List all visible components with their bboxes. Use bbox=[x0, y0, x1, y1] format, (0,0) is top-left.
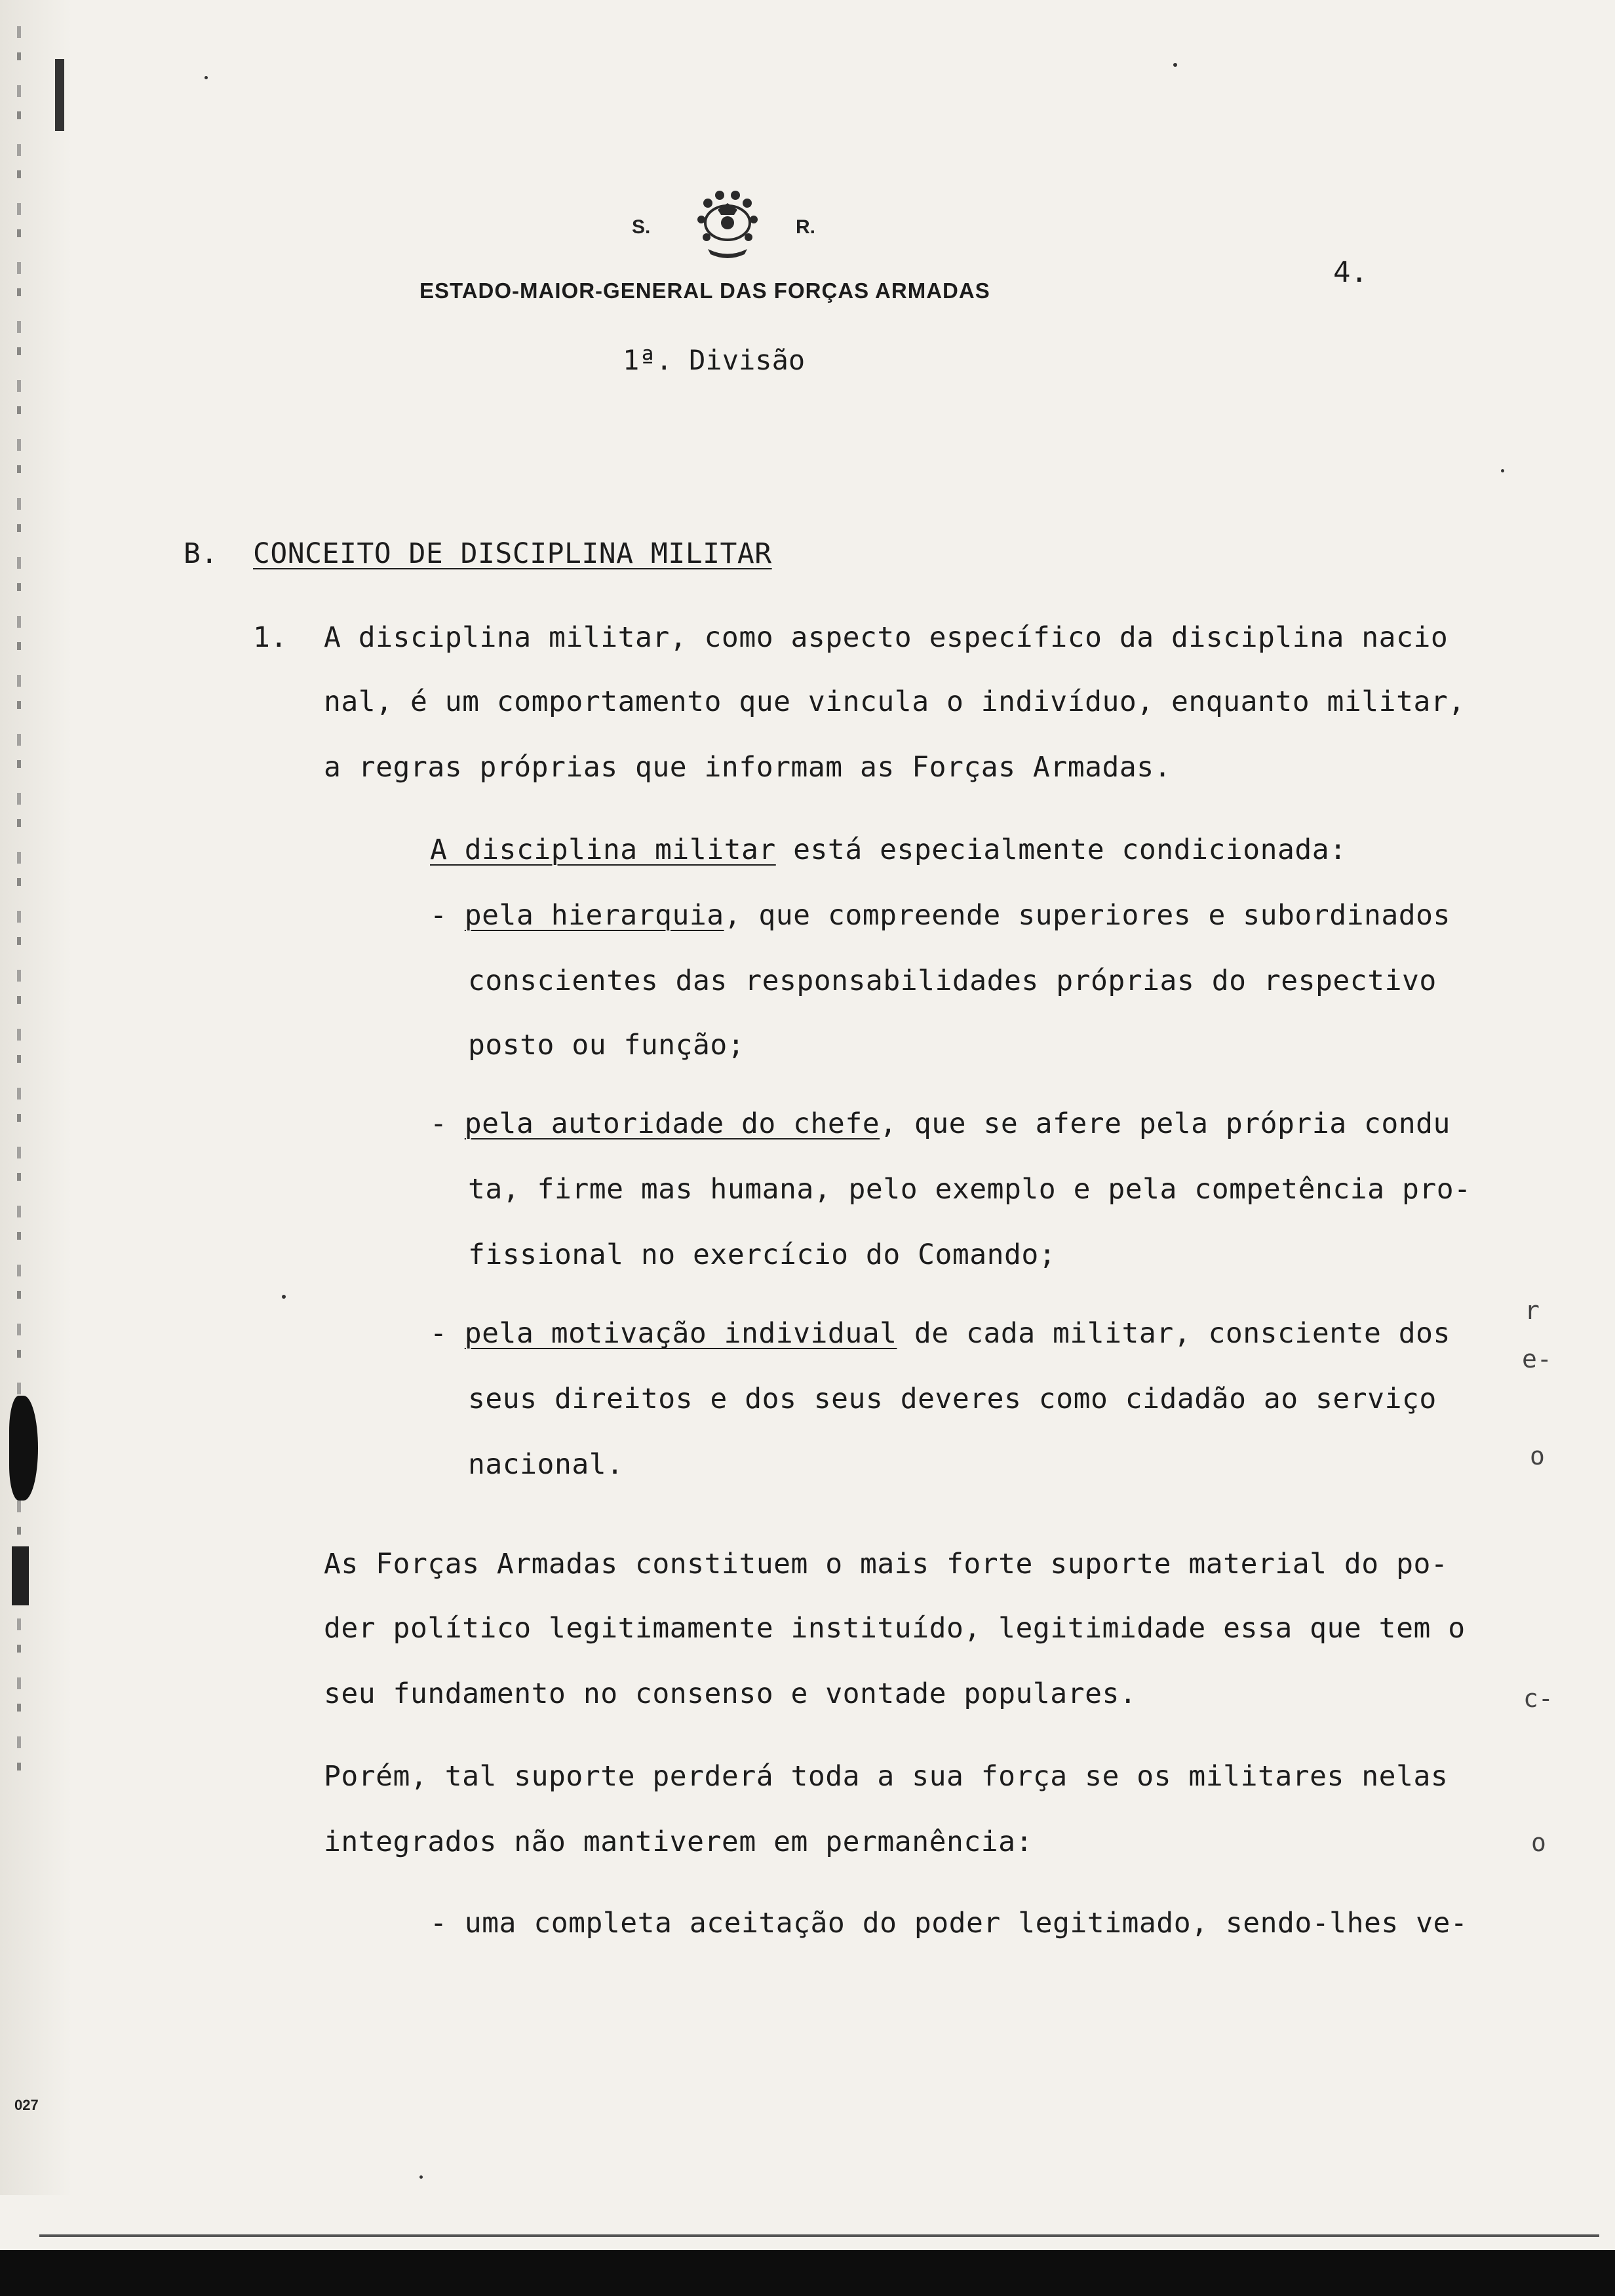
condition-item-1 bbox=[430, 899, 1450, 932]
right-margin-mark: o bbox=[1531, 1828, 1546, 1857]
condition-item-3-cont-2: nacional. bbox=[468, 1448, 624, 1481]
condition-item-2-cont-1: ta, firme mas humana, pelo exemplo e pela competência pro- bbox=[468, 1173, 1471, 1206]
condition-item-3-cont-1: seus direitos e dos seus deveres como cidadão ao serviço bbox=[468, 1383, 1437, 1415]
paragraph1-line-1: A disciplina militar, como aspecto específico da disciplina nacio bbox=[324, 621, 1449, 654]
section-marker: B. bbox=[184, 537, 218, 570]
right-margin-mark: e- bbox=[1522, 1345, 1552, 1373]
header-organization: ESTADO-MAIOR-GENERAL DAS FORÇAS ARMADAS bbox=[419, 278, 990, 303]
paragraph2-line-2: der político legitimamente instituído, legitimidade essa que tem o bbox=[324, 1612, 1466, 1645]
header-right-initial: R. bbox=[796, 216, 815, 238]
item-rest: de cada militar, consciente dos bbox=[897, 1317, 1450, 1350]
paragraph3-line-2: integrados não mantiverem em permanência: bbox=[324, 1826, 1033, 1858]
binding-mark-top bbox=[55, 59, 64, 131]
item-underlined: pela motivação individual bbox=[464, 1317, 897, 1350]
item-dash: - bbox=[430, 899, 448, 932]
condition-item-2 bbox=[430, 1107, 1450, 1140]
scan-speck bbox=[419, 2175, 423, 2179]
left-scan-edge bbox=[0, 0, 72, 2195]
scan-speck bbox=[282, 1295, 286, 1299]
final-item-line: - uma completa aceitação do poder legitimado, sendo-lhes ve- bbox=[430, 1907, 1468, 1940]
scan-speck bbox=[1501, 469, 1504, 472]
bottom-scan-bar bbox=[0, 2250, 1615, 2296]
page-number: 4. bbox=[1333, 256, 1368, 289]
conditioned-lead-underlined: A disciplina militar bbox=[430, 833, 776, 866]
binding-mark bbox=[9, 1396, 38, 1501]
coat-of-arms-icon bbox=[682, 183, 773, 262]
right-margin-mark: o bbox=[1530, 1442, 1545, 1470]
paragraph3-line-1: Porém, tal suporte perderá toda a sua força se os militares nelas bbox=[324, 1760, 1449, 1793]
condition-item-2-cont-2: fissional no exercício do Comando; bbox=[468, 1238, 1057, 1271]
item-rest: , que compreende superiores e subordinados bbox=[724, 899, 1450, 932]
condition-item-1-cont-1: conscientes das responsabilidades próprias do respectivo bbox=[468, 965, 1437, 997]
conditioned-lead-rest: está especialmente condicionada: bbox=[775, 833, 1347, 866]
binding-mark-lower bbox=[12, 1546, 29, 1605]
header-left-initial: S. bbox=[632, 216, 651, 238]
scan-speck bbox=[204, 76, 208, 79]
item-dash: - bbox=[430, 1107, 448, 1140]
paragraph1-line-3: a regras próprias que informam as Forças Armadas. bbox=[324, 751, 1172, 784]
scan-speck bbox=[1173, 63, 1177, 67]
condition-item-3 bbox=[430, 1317, 1450, 1350]
item-rest: , que se afere pela própria condu bbox=[880, 1107, 1450, 1140]
document-code: 027 bbox=[14, 2097, 39, 2113]
division-label: 1ª. Divisão bbox=[623, 344, 806, 376]
section-title: CONCEITO DE DISCIPLINA MILITAR bbox=[253, 537, 772, 570]
paragraph2-line-1: As Forças Armadas constituem o mais forte suporte material do po- bbox=[324, 1548, 1449, 1580]
right-margin-mark: r bbox=[1525, 1296, 1540, 1325]
item-underlined: pela autoridade do chefe bbox=[464, 1107, 880, 1140]
paragraph2-line-3: seu fundamento no consenso e vontade populares. bbox=[324, 1677, 1137, 1710]
condition-item-1-cont-2: posto ou função; bbox=[468, 1029, 745, 1062]
bottom-scan-line bbox=[39, 2234, 1599, 2237]
left-edge-line bbox=[17, 26, 21, 1795]
conditioned-lead bbox=[430, 833, 1347, 866]
item-underlined: pela hierarquia bbox=[464, 899, 724, 932]
item-dash: - bbox=[430, 1317, 448, 1350]
right-margin-mark: c- bbox=[1523, 1684, 1553, 1713]
paragraph1-number: 1. bbox=[253, 621, 288, 654]
paragraph1-line-2: nal, é um comportamento que vincula o indivíduo, enquanto militar, bbox=[324, 685, 1466, 718]
